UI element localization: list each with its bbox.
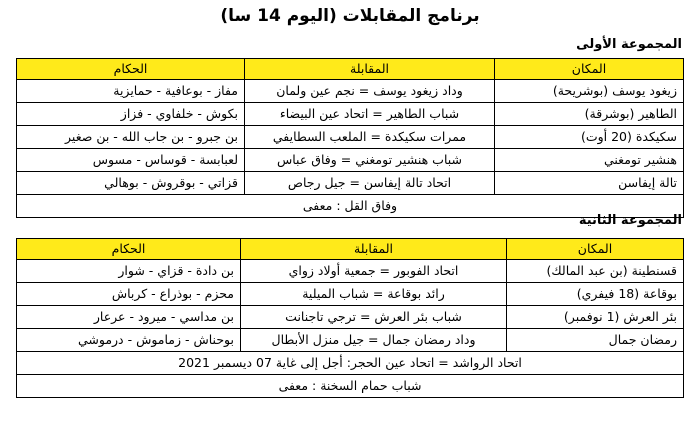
exempt-note: وفاق القل : معفى xyxy=(17,195,684,218)
header-match: المقابلة xyxy=(241,239,507,260)
header-referees: الحكام xyxy=(17,239,241,260)
table-row xyxy=(17,329,684,352)
group-2-table xyxy=(16,238,684,398)
place-cell: تالة إيفاسن xyxy=(495,172,684,195)
table-footer-row xyxy=(17,375,684,398)
match-cell: اتحاد الفوبور = جمعية أولاد زواي xyxy=(241,260,507,283)
referees-cell: قزاتي - بوقروش - بوهالي xyxy=(17,172,245,195)
place-cell: بوقاعة (18 فيفري) xyxy=(507,283,684,306)
table-header-row xyxy=(17,239,684,260)
referees-cell: مفاز - بوعافية - حمايزية xyxy=(17,80,245,103)
match-cell: ممرات سكيكدة = الملعب السطايفي xyxy=(245,126,495,149)
table-row xyxy=(17,172,684,195)
table-header-row xyxy=(17,59,684,80)
postponed-note: اتحاد الرواشد = اتحاد عين الحجر: أجل إلى غاية 07 ديسمبر 2021 xyxy=(17,352,684,375)
referees-cell: محزم - بوذراع - كرباش xyxy=(17,283,241,306)
referees-cell: بوحناش - زماموش - درموشي xyxy=(17,329,241,352)
place-cell: زيغود يوسف (بوشريحة) xyxy=(495,80,684,103)
place-cell: قسنطينة (بن عبد المالك) xyxy=(507,260,684,283)
place-cell: سكيكدة (20 أوت) xyxy=(495,126,684,149)
place-cell: بئر العرش (1 نوفمبر) xyxy=(507,306,684,329)
referees-cell: بكوش - خلفاوي - فزاز xyxy=(17,103,245,126)
page-title: برنامج المقابلات (اليوم 14 سا) xyxy=(220,6,480,26)
table-row xyxy=(17,80,684,103)
place-cell: الطاهير (بوشرقة) xyxy=(495,103,684,126)
place-cell: هنشير تومغني xyxy=(495,149,684,172)
exempt-note: شباب حمام السخنة : معفى xyxy=(17,375,684,398)
header-place: المكان xyxy=(507,239,684,260)
referees-cell: بن مداسي - ميرود - عرعار xyxy=(17,306,241,329)
match-cell: شباب بئر العرش = ترجي تاجنانت xyxy=(241,306,507,329)
table-footer-row xyxy=(17,352,684,375)
referees-cell: لعبابسة - قوساس - مسوس xyxy=(17,149,245,172)
table-row xyxy=(17,149,684,172)
referees-cell: بن دادة - قزاي - شوار xyxy=(17,260,241,283)
group-2-label: المجموعة الثانية xyxy=(578,213,682,228)
table-row xyxy=(17,126,684,149)
group-1-table xyxy=(16,58,684,218)
table-row xyxy=(17,306,684,329)
table-row xyxy=(17,103,684,126)
header-match: المقابلة xyxy=(245,59,495,80)
table-row xyxy=(17,283,684,306)
place-cell: رمضان جمال xyxy=(507,329,684,352)
header-referees: الحكام xyxy=(17,59,245,80)
match-cell: رائد بوقاعة = شباب الميلية xyxy=(241,283,507,306)
group-1-label: المجموعة الأولى xyxy=(576,37,682,52)
match-cell: شباب هنشير تومغني = وفاق عباس xyxy=(245,149,495,172)
match-cell: وداد زيغود يوسف = نجم عين ولمان xyxy=(245,80,495,103)
table-row xyxy=(17,260,684,283)
match-cell: وداد رمضان جمال = جيل منزل الأبطال xyxy=(241,329,507,352)
referees-cell: بن جبرو - بن جاب الله - بن صغير xyxy=(17,126,245,149)
match-cell: شباب الطاهير = اتحاد عين البيضاء xyxy=(245,103,495,126)
match-cell: اتحاد تالة إيفاسن = جيل رجاص xyxy=(245,172,495,195)
header-place: المكان xyxy=(495,59,684,80)
